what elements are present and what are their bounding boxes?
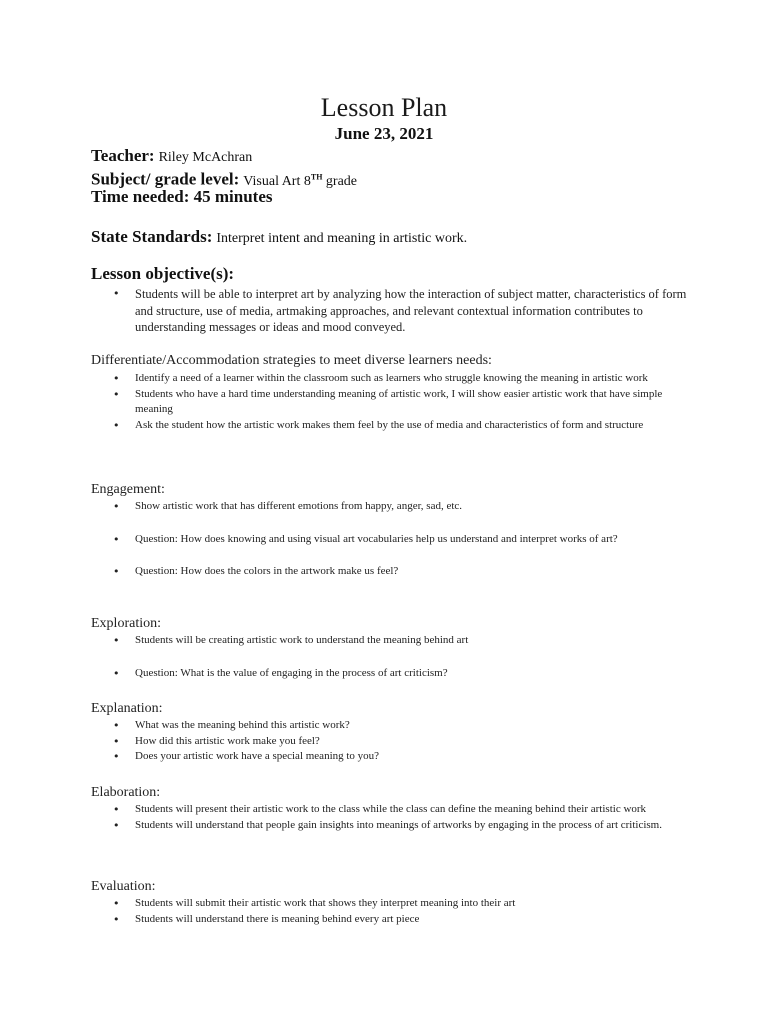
teacher-value: Riley McAchran	[158, 150, 253, 165]
engagement-list	[91, 499, 691, 580]
evaluation-heading: Evaluation:	[91, 879, 156, 894]
standards-line	[91, 227, 467, 249]
standards-value: Interpret intent and meaning in artistic work.	[216, 231, 468, 246]
list-item: • Students will present their artistic work to the class while the class can define the meaning behind their artistic work	[91, 802, 691, 818]
lesson-date: June 23, 2021	[334, 124, 434, 143]
teacher-line	[91, 146, 252, 168]
differentiate-list	[91, 371, 691, 433]
objectives-list	[91, 286, 691, 336]
evaluation-list	[91, 896, 691, 927]
list-item: • Ask the student how the artistic work makes them feel by the use of media and characteristics of form and structure	[91, 418, 691, 434]
list-item: • Students will be creating artistic work to understand the meaning behind art	[91, 633, 691, 649]
list-item: • Question: What is the value of engaging in the process of art criticism?	[91, 666, 691, 682]
elaboration-heading: Elaboration:	[91, 785, 161, 800]
differentiate-heading: Differentiate/Accommodation strategies to meet diverse learners needs:	[91, 353, 492, 368]
subject-label: Subject/ grade level:	[91, 169, 240, 189]
list-item: • Students who have a hard time understanding meaning of artistic work, I will show easier artistic work that have simple meaning	[91, 387, 691, 418]
exploration-heading: Exploration:	[91, 616, 161, 631]
teacher-label: Teacher:	[91, 146, 155, 165]
page-title: Lesson Plan	[320, 93, 448, 122]
list-item: • Students will submit their artistic work that shows they interpret meaning into their art	[91, 896, 691, 912]
explanation-heading: Explanation:	[91, 701, 163, 716]
list-item: • Does your artistic work have a special meaning to you?	[91, 749, 691, 765]
list-item: • Students will be able to interpret art by analyzing how the interaction of subject matter, characteristics of form and structure, use of media, artmaking approaches, and relevant contextual information contributes to understanding messages or ideas and mood conveyed.	[91, 286, 691, 336]
list-item: • Students will understand that people gain insights into meanings of artworks by engaging in the process of art criticism.	[91, 818, 691, 834]
list-item: • What was the meaning behind this artistic work?	[91, 718, 691, 734]
standards-label: State Standards:	[91, 227, 213, 246]
list-item: • Show artistic work that has different emotions from happy, anger, sad, etc.	[91, 499, 691, 515]
list-item: • How did this artistic work make you feel?	[91, 734, 691, 750]
list-item: • Question: How does the colors in the artwork make us feel?	[91, 564, 691, 580]
engagement-heading: Engagement:	[91, 482, 165, 497]
subject-value-suffix: grade	[322, 173, 358, 189]
time-line	[91, 187, 273, 208]
subject-value-prefix: Visual Art 8	[243, 173, 311, 189]
exploration-list	[91, 633, 691, 681]
elaboration-list	[91, 802, 691, 833]
explanation-list	[91, 718, 691, 765]
objectives-heading: Lesson objective(s):	[91, 264, 235, 283]
subject-value-sup: TH	[310, 172, 323, 181]
list-item: • Students will understand there is meaning behind every art piece	[91, 912, 691, 928]
list-item: • Identify a need of a learner within the classroom such as learners who struggle knowing the meaning in artistic work	[91, 371, 691, 387]
list-item: • Question: How does knowing and using visual art vocabularies help us understand and interpret works of art?	[91, 532, 691, 548]
time-needed: Time needed: 45 minutes	[91, 187, 273, 206]
